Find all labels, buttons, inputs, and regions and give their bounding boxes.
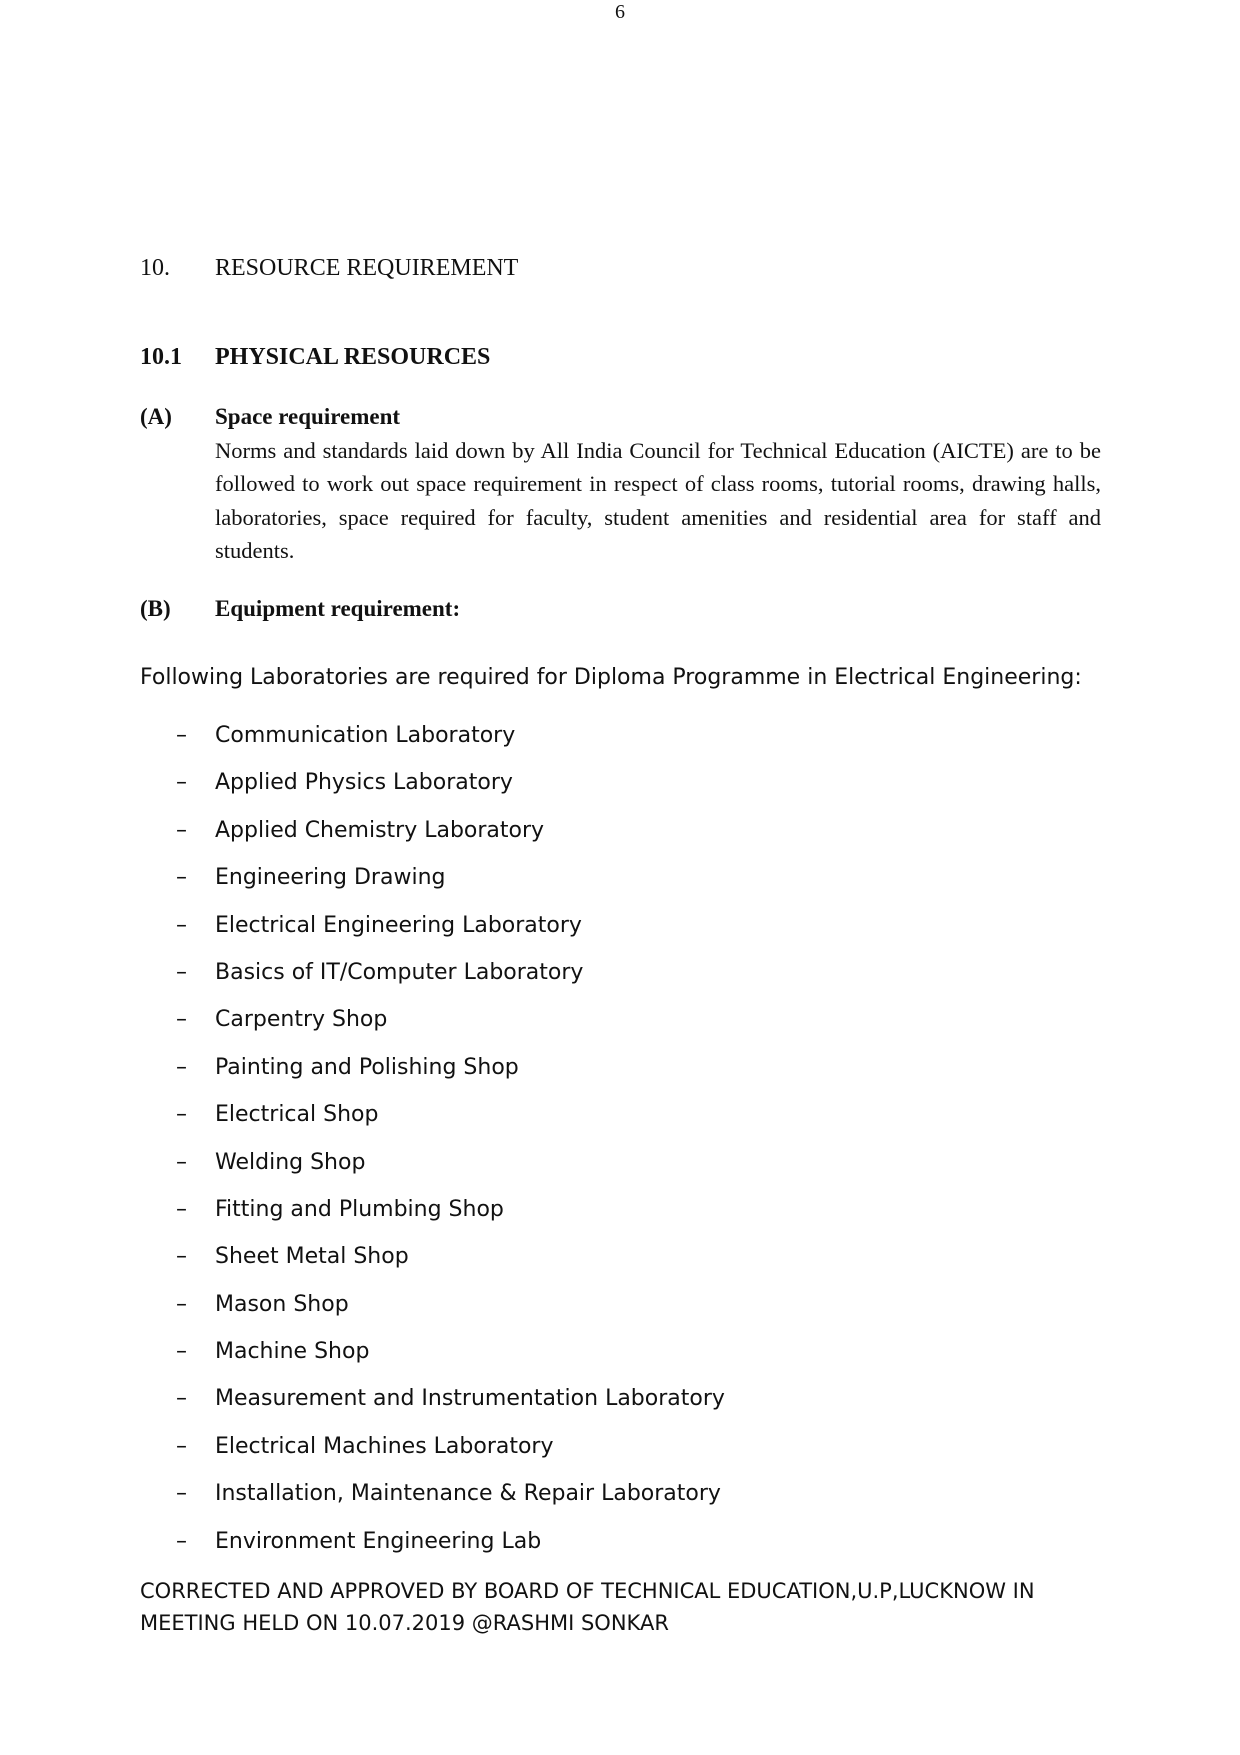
dash-bullet-icon: – — [176, 723, 187, 748]
dash-bullet-icon: – — [176, 770, 187, 796]
section-heading — [140, 253, 518, 283]
list-item — [140, 1479, 725, 1526]
subsection-title: PHYSICAL RESOURCES — [215, 344, 491, 370]
dash-bullet-icon: – — [176, 1007, 187, 1033]
footer-line-2: MEETING HELD ON 10.07.2019 @RASHMI SONKAR — [140, 1611, 669, 1635]
footer-line-1: CORRECTED AND APPROVED BY BOARD OF TECHNICAL EDUCATION,U.P,LUCKNOW IN — [140, 1579, 1035, 1603]
part-b-label: (B) — [140, 596, 171, 621]
laboratory-name: Machine Shop — [215, 1339, 370, 1365]
laboratory-name: Mason Shop — [215, 1291, 349, 1317]
dash-bullet-icon: – — [176, 1196, 187, 1222]
section-title: RESOURCE REQUIREMENT — [215, 255, 519, 281]
list-item — [140, 1053, 725, 1100]
dash-bullet-icon: – — [176, 1102, 187, 1128]
list-item — [140, 1100, 725, 1147]
part-a-title: Space requirement — [215, 404, 401, 429]
dash-bullet-icon: – — [176, 959, 187, 985]
laboratory-list — [140, 721, 725, 1574]
list-item — [140, 911, 725, 958]
laboratory-name: Basics of IT/Computer Laboratory — [215, 959, 584, 985]
dash-bullet-icon: – — [176, 1481, 187, 1507]
list-item — [140, 1242, 725, 1289]
laboratory-name: Welding Shop — [215, 1149, 366, 1175]
laboratory-name: Electrical Engineering Laboratory — [215, 912, 582, 938]
dash-bullet-icon: – — [176, 865, 187, 891]
part-b-title: Equipment requirement: — [215, 596, 461, 621]
dash-bullet-icon: – — [176, 817, 187, 843]
list-item — [140, 768, 725, 815]
dash-bullet-icon: – — [176, 1149, 187, 1175]
laboratory-name: Applied Physics Laboratory — [215, 770, 513, 796]
laboratory-name: Carpentry Shop — [215, 1007, 388, 1033]
list-item — [140, 1148, 725, 1195]
laboratory-name: Electrical Shop — [215, 1102, 379, 1128]
dash-bullet-icon: – — [176, 1528, 187, 1554]
list-item — [140, 1432, 725, 1479]
laboratory-name: Electrical Machines Laboratory — [215, 1433, 554, 1459]
space-requirement-paragraph: Norms and standards laid down by All India Council for Technical Education (AICTE) are to be followed to work out space requirement in respect of class rooms, tutorial rooms, drawing halls, laboratories, space required for faculty, student amenities and residential area for staff and students. — [215, 438, 1101, 563]
list-item — [140, 1290, 725, 1337]
laboratory-name: Sheet Metal Shop — [215, 1244, 409, 1270]
subsection-number: 10.1 — [140, 344, 182, 370]
section-number: 10. — [140, 255, 170, 281]
page-number: 6 — [615, 1, 625, 23]
dash-bullet-icon: – — [176, 1433, 187, 1459]
list-item — [140, 1005, 725, 1052]
dash-bullet-icon: – — [176, 1339, 187, 1365]
list-item — [140, 721, 725, 768]
list-item — [140, 1337, 725, 1384]
list-item — [140, 958, 725, 1005]
list-item — [140, 863, 725, 910]
laboratory-name: Applied Chemistry Laboratory — [215, 817, 545, 843]
dash-bullet-icon: – — [176, 1386, 187, 1412]
dash-bullet-icon: – — [176, 1291, 187, 1317]
laboratory-name: Engineering Drawing — [215, 865, 446, 891]
laboratory-name: Painting and Polishing Shop — [215, 1054, 519, 1080]
laboratory-name: Installation, Maintenance & Repair Laboratory — [215, 1481, 721, 1507]
laboratory-name: Environment Engineering Lab — [215, 1528, 542, 1554]
approval-footer — [140, 1575, 1035, 1639]
dash-bullet-icon: – — [176, 912, 187, 938]
subsection-heading — [140, 342, 490, 372]
part-a-label: (A) — [140, 404, 172, 429]
list-item — [140, 1384, 725, 1431]
dash-bullet-icon: – — [176, 1054, 187, 1080]
laboratory-name: Measurement and Instrumentation Laboratory — [215, 1386, 725, 1412]
list-item — [140, 1195, 725, 1242]
list-item — [140, 1527, 725, 1574]
laboratory-name: Communication Laboratory — [215, 723, 516, 748]
dash-bullet-icon: – — [176, 1244, 187, 1270]
laboratory-name: Fitting and Plumbing Shop — [215, 1196, 504, 1222]
list-item — [140, 816, 725, 863]
laboratories-intro: Following Laboratories are required for Diploma Programme in Electrical Engineering: — [140, 665, 1082, 690]
